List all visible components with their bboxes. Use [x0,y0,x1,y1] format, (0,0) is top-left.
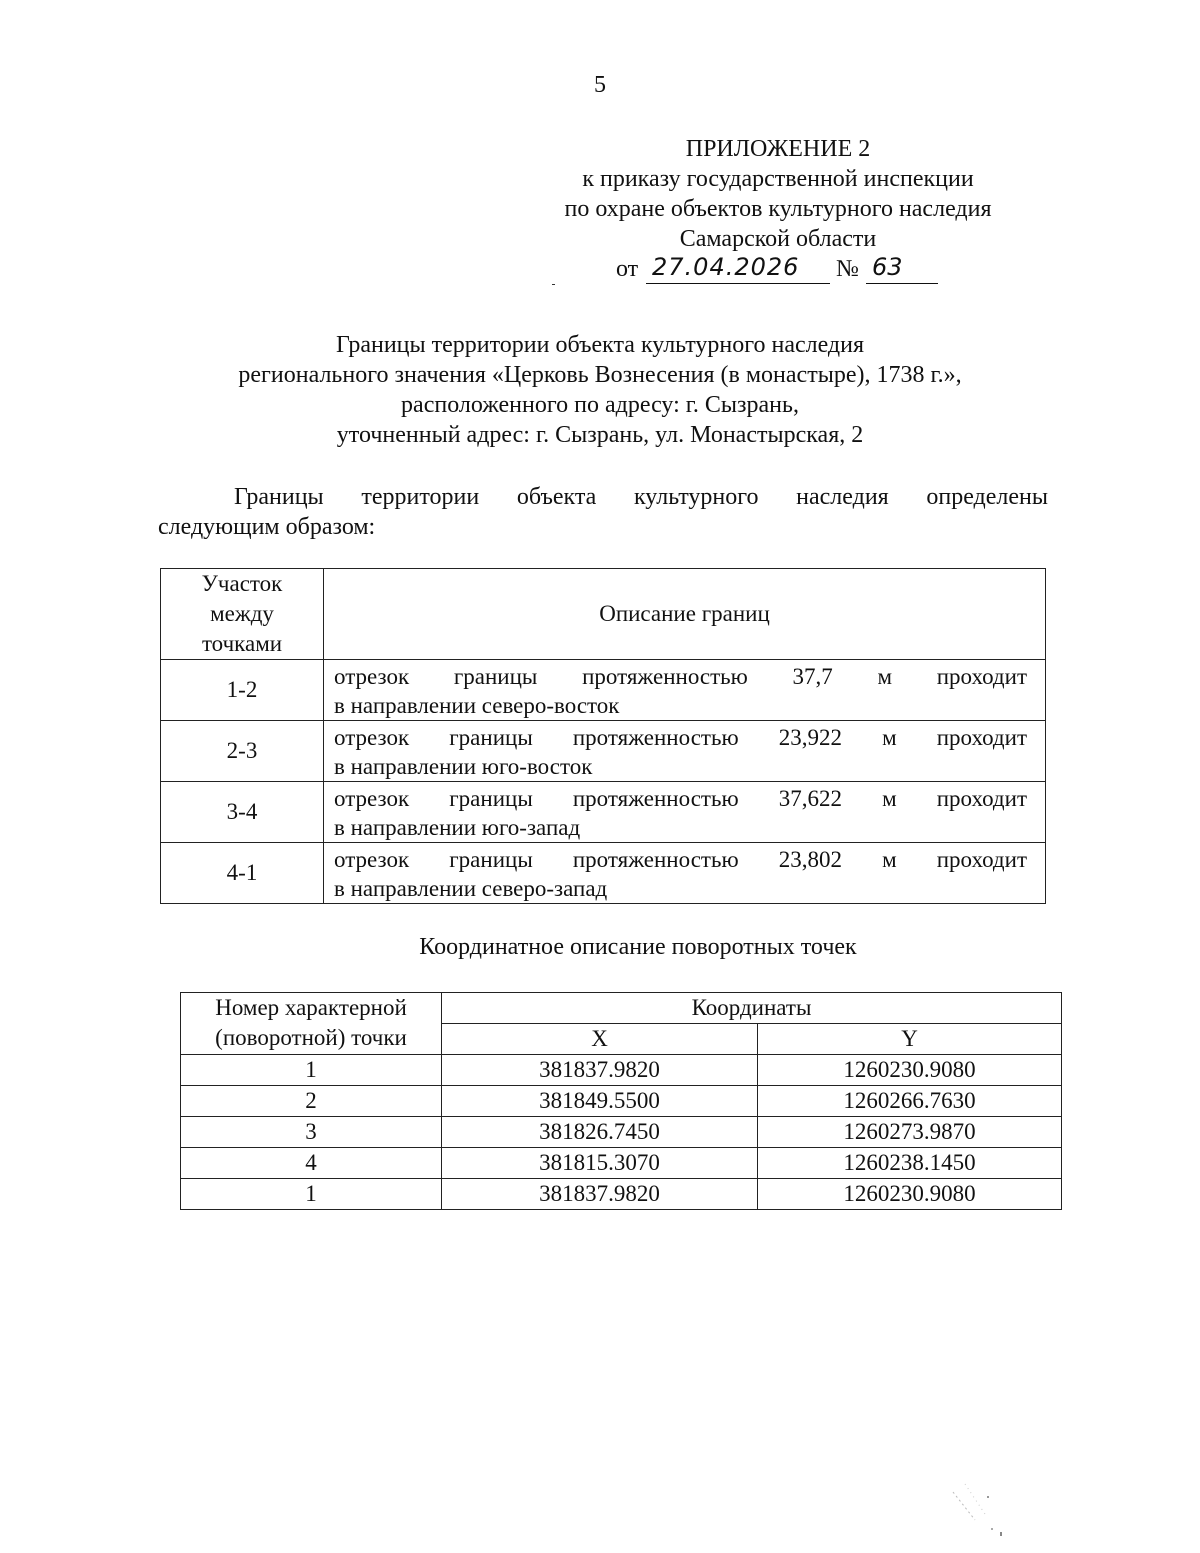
point-cell: 4 [181,1148,442,1179]
segment-header [161,569,324,660]
appendix-line: Самарской области [679,226,877,252]
header-text: между [210,601,274,626]
page-number: 5 [594,72,606,98]
point-cell: 1 [181,1179,442,1210]
point-cell: 1 [181,1055,442,1086]
table-row [161,782,1046,843]
scan-specks [945,1470,1005,1540]
y-cell: 1260230.9080 [758,1179,1062,1210]
x-cell: 381849.5500 [442,1086,758,1117]
point-cell: 3 [181,1117,442,1148]
title-line: уточненный адрес: г. Сызрань, ул. Монастырская, 2 [336,422,864,448]
title-line: регионального значения «Церковь Вознесения (в монастыре), 1738 г.», [238,362,962,388]
title-line: расположенного по адресу: г. Сызрань, [401,392,799,418]
description-header: Описание границ [324,569,1046,660]
number-prefix: № [836,256,859,282]
table-header-row [181,993,1062,1024]
description-line: отрезок границы протяженностью 37,7 м проходит [334,664,1027,689]
handwritten-date: 27.04.2026 [646,254,830,284]
table-row [181,1179,1062,1210]
intro-line: Границы территории объекта культурного наследия определены [234,484,1048,510]
description-line: отрезок границы протяженностью 23,922 м проходит [334,725,1027,750]
point-cell: 2 [181,1086,442,1117]
y-cell: 1260230.9080 [758,1055,1062,1086]
table-row [181,1117,1062,1148]
boundaries-table [160,568,1046,904]
y-cell: 1260238.1450 [758,1148,1062,1179]
y-cell: 1260266.7630 [758,1086,1062,1117]
x-cell: 381837.9820 [442,1055,758,1086]
description-cell [324,782,1046,843]
table-row [181,1055,1062,1086]
table-row [161,843,1046,904]
intro-line: следующим образом: [158,514,376,540]
description-line: в направлении юго-запад [334,815,581,840]
appendix-line: по охране объектов культурного наследия [564,196,992,222]
x-cell: 381815.3070 [442,1148,758,1179]
segment-cell: 4-1 [161,843,324,904]
y-cell: 1260273.9870 [758,1117,1062,1148]
description-cell [324,843,1046,904]
segment-cell: 1-2 [161,660,324,721]
date-prefix: от [616,256,639,282]
segment-cell: 2-3 [161,721,324,782]
table-row [181,1148,1062,1179]
table-row [161,721,1046,782]
description-line: в направлении юго-восток [334,754,593,779]
segment-cell: 3-4 [161,782,324,843]
x-cell: 381837.9820 [442,1179,758,1210]
appendix-title: ПРИЛОЖЕНИЕ 2 [685,136,871,162]
appendix-line: к приказу государственной инспекции [582,166,974,192]
table-header-row [161,569,1046,660]
x-cell: 381826.7450 [442,1117,758,1148]
description-line: отрезок границы протяженностью 37,622 м проходит [334,786,1027,811]
document-title [0,330,1200,450]
header-text: точками [201,631,283,656]
coordinates-title: Координатное описание поворотных точек [419,934,857,960]
header-text: Номер характерной [215,995,407,1020]
table-row [181,1086,1062,1117]
header-text: Участок [201,571,283,596]
order-date-number-line [500,254,1056,288]
stray-mark [552,284,555,285]
coordinates-header: Координаты [442,993,1062,1024]
title-line: Границы территории объекта культурного наследия [335,332,865,358]
point-number-header [181,993,442,1055]
table-row [161,660,1046,721]
description-cell [324,660,1046,721]
intro-paragraph [158,482,1048,542]
handwritten-number: 63 [866,254,938,284]
x-header: X [442,1024,758,1055]
header-text: (поворотной) точки [215,1025,407,1050]
description-line: в направлении северо-восток [334,693,620,718]
description-line: в направлении северо-запад [334,876,608,901]
description-line: отрезок границы протяженностью 23,802 м проходит [334,847,1027,872]
coordinates-table [180,992,1062,1210]
appendix-header [500,134,1056,288]
description-cell [324,721,1046,782]
y-header: Y [758,1024,1062,1055]
